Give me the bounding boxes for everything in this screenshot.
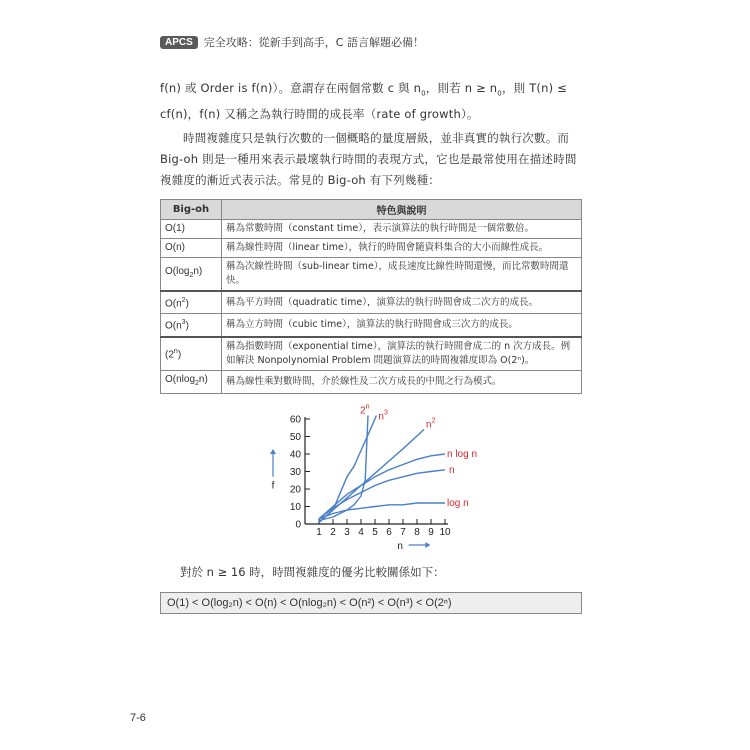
paragraph-definition [160,78,584,125]
bigoh-text: O(n) [165,242,185,253]
y-tick-label: 50 [289,432,301,443]
bigoh-text: O(log [165,266,190,277]
bigoh-text: n) [193,266,203,277]
bigoh-cell [161,314,222,337]
bigoh-text: ) [185,320,189,332]
bigoh-text: O(nlog [165,373,196,385]
y-tick-label: 60 [289,414,301,426]
complexity-order-box: O(1) < O(log₂n) < O(n) < O(nlog₂n) < O(n²) < O(n³) < O(2ⁿ) [160,592,582,614]
comparison-note: 對於 n ≥ 16 時，時間複雜度的優劣比較關係如下： [180,565,445,579]
series-label-n2: $n^2$ [426,417,436,431]
series-line-2n [319,416,368,521]
table-row [161,258,582,292]
para1-text-b: ，則若 n ≥ n [425,81,498,95]
y-tick-label: 30 [289,467,301,478]
x-tick-label: 1 [316,527,322,538]
y-tick-label: 10 [289,502,301,513]
table-header: 特色與說明 [222,200,582,220]
description-cell: 稱為平方時間（quadratic time），演算法的執行時間會成二次方的成長。 [222,291,582,314]
description-cell: 稱為線性乘對數時間，介於線性及二次方成長的中間之行為模式。 [222,370,582,393]
bigoh-cell [161,291,222,314]
series-label-sup: n [365,403,370,411]
table-row [161,337,582,371]
bigoh-text: O(1) [165,223,185,234]
series-label-2n: 2$^n$ [360,403,370,417]
x-axis-label: n [397,541,403,552]
bigoh-cell [161,370,222,393]
bigoh-sub: 2 [189,272,194,279]
x-tick-label: 6 [386,527,392,538]
bigoh-table [160,199,582,394]
bigoh-cell [161,337,222,371]
description-cell: 稱為線性時間（linear time），執行的時間會隨資料集合的大小而線性成長。 [222,239,582,258]
table-row [161,370,582,393]
table-row [161,291,582,314]
bigoh-text: ) [177,349,182,361]
bigoh-cell [161,220,222,239]
x-tick-label: 10 [439,527,451,538]
series-label-n: n [449,464,455,476]
bigoh-cell [161,258,222,292]
paragraph-bigoh-intro: 時間複雜度只是執行次數的一個概略的量度層級，並非真實的執行次數。而 Big-oh 則是一種用來表示最壞執行時間的表現方式，它也是最常使用在描述時間複雜度的漸近式表示法。常見的 Big-oh 有下列幾種： [160,131,577,187]
x-tick-label: 5 [372,527,378,538]
series-label-sup: 3 [383,409,388,417]
bigoh-text: n) [198,373,208,385]
page-number: 7-6 [130,712,146,724]
x-axis-arrowhead [425,542,430,548]
y-tick-label: 0 [295,519,301,531]
y-axis-label: f [271,480,275,492]
book-title: 完全攻略：從新手到高手，C 語言解題必備！ [203,36,424,49]
series-label-logn: log n [447,498,469,509]
series-line-nlogn [319,454,445,519]
series-line-n [319,470,445,519]
y-tick-label: 20 [289,484,301,496]
bigoh-sup: 3 [181,319,186,327]
series-label-n3: $n^3$ [378,409,388,423]
bigoh-text: ) [185,298,189,310]
table-row [161,314,582,337]
para1-text-c: ，則 T(n) ≤ cf(n)，f(n) 又稱之為執行時間的成長率（rate of growth）。 [160,81,567,122]
table-header-row [161,200,582,220]
y-axis-arrowhead [270,449,276,454]
apcs-badge: APCS [160,36,198,49]
description-cell: 稱為立方時間（cubic time），演算法的執行時間會成三次方的成長。 [222,314,582,337]
description-cell: 稱為指數時間（exponential time），演算法的執行時間會成二的 n 次方成長。例如解決 Nonpolynomial Problem 問題演算法的時間複雜度即為 O(2ⁿ)。 [222,337,582,371]
x-tick-label: 3 [344,527,350,538]
y-tick-label: 40 [289,449,301,461]
x-tick-label: 9 [428,527,434,538]
description-cell: 稱為次線性時間（sub-linear time），成長速度比線性時間還慢，而比常數時間還快。 [222,258,582,292]
x-tick-label: 7 [400,527,406,538]
x-tick-label: 8 [414,527,420,538]
bigoh-text: O(n [165,320,182,332]
table-row [161,220,582,239]
bigoh-cell [161,239,222,258]
bigoh-sub: 2 [195,379,199,387]
table-row [161,239,582,258]
para1-sub-b: 0 [497,89,502,98]
bigoh-sup: 2 [181,297,186,304]
bigoh-sup: n [173,347,178,355]
x-tick-label: 2 [330,527,336,538]
series-label-nlogn: n log n [447,449,478,460]
para1-text-a: f(n) 或 Order is f(n)）。意謂存在兩個常數 c 與 n [160,81,422,95]
bigoh-text: (2 [165,349,174,361]
para1-sub-a: 0 [421,89,426,98]
bigoh-text: O(n [165,298,182,310]
description-cell: 稱為常數時間（constant time），表示演算法的執行時間是一個常數倍。 [222,220,582,239]
series-label-sup: 2 [431,417,436,425]
table-header: Big-oh [161,200,222,220]
x-tick-label: 4 [358,527,364,538]
page-header [160,34,424,50]
growth-rate-chart [260,396,510,556]
